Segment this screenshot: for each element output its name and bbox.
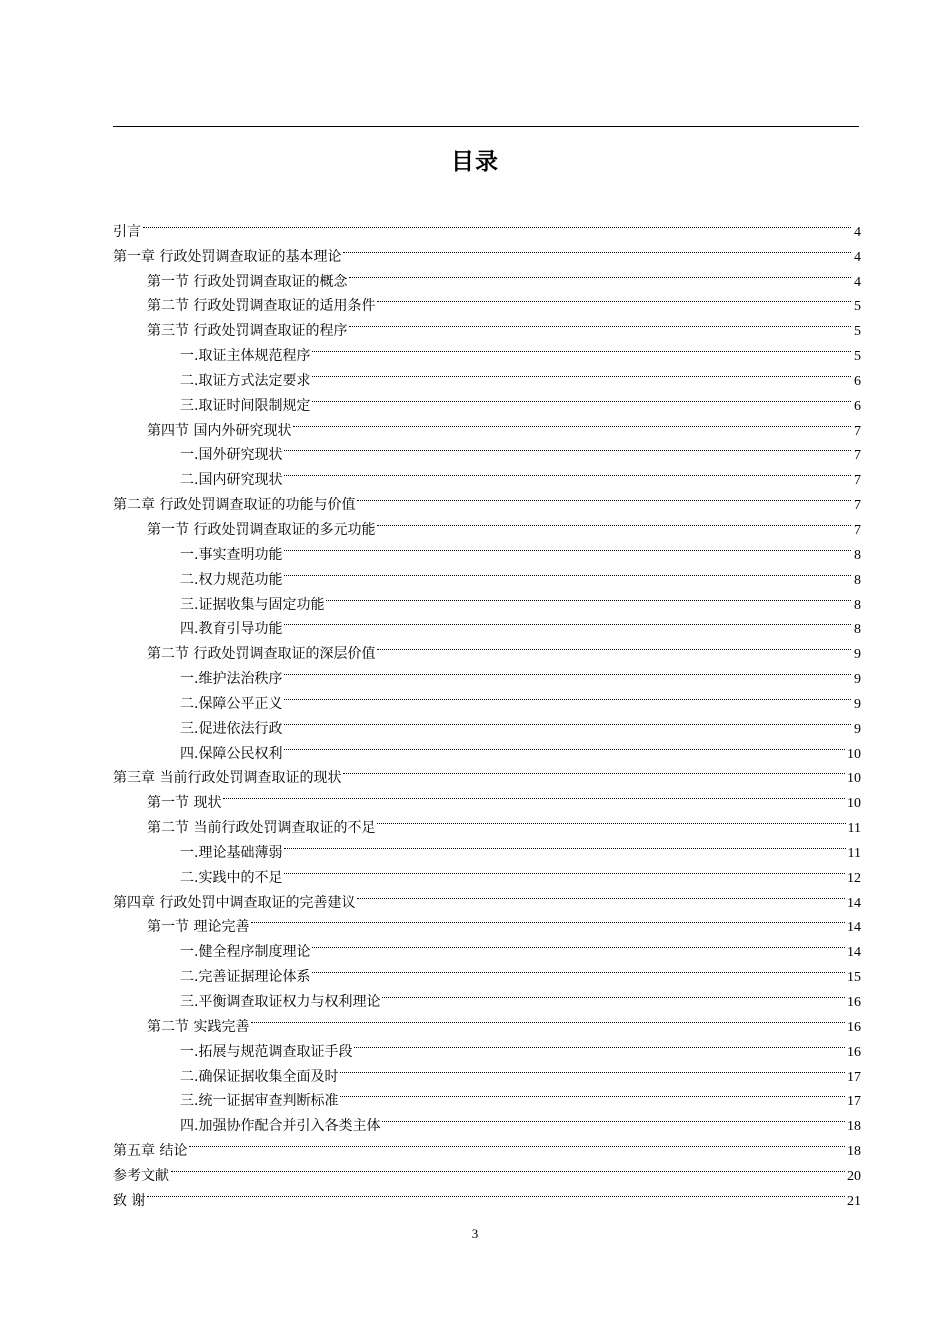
toc-entry-title: 三.平衡调查取证权力与权利理论 [180,994,381,1010]
toc-entry-page: 8 [854,572,861,588]
toc-entry-page: 5 [854,324,861,340]
toc-entry[interactable] [113,211,861,240]
toc-entry-page: 7 [854,448,861,464]
toc-entry-title: 引言 [113,223,141,240]
toc-dot-leader [189,1130,847,1155]
toc-entry-page: 9 [854,721,861,737]
toc-dot-leader [284,683,853,708]
toc-entry-title: 一.维护法治秩序 [180,671,283,688]
toc-entry-page: 10 [847,771,861,787]
page-title: 目录 [451,149,499,175]
toc-entry[interactable] [113,1180,861,1209]
toc-entry-title: 一.国外研究现状 [180,447,283,464]
toc-entry-page: 8 [854,547,861,563]
toc-entry-page: 6 [854,398,861,414]
toc-dot-leader [382,1105,847,1130]
toc-entry-title: 第二章 行政处罚调查取证的功能与价值 [113,497,356,514]
toc-entry-page: 7 [854,473,861,489]
toc-dot-leader [377,807,847,832]
toc-entry-title: 四.教育引导功能 [180,621,283,638]
toc-dot-leader [349,261,853,286]
toc-entry-page: 4 [854,274,861,290]
toc-entry-page: 8 [854,622,861,638]
toc-dot-leader [147,1180,847,1205]
toc-entry-title: 第二节 实践完善 [147,1018,250,1035]
toc-entry-title: 三.证据收集与固定功能 [180,596,325,613]
toc-entry-title: 第二节 行政处罚调查取证的适用条件 [147,298,376,315]
toc-dot-leader [354,1031,847,1056]
toc-dot-leader [349,310,853,335]
toc-entry-title: 一.事实查明功能 [180,546,283,563]
toc-entry-page: 11 [847,845,861,861]
toc-dot-leader [312,360,853,385]
toc-entry-title: 致 谢 [113,1192,146,1209]
toc-entry-page: 15 [847,970,861,986]
toc-entry-page: 5 [854,349,861,365]
toc-dot-leader [343,236,853,261]
toc-dot-leader [284,733,847,758]
toc-dot-leader [293,410,853,435]
toc-entry-title: 三.取证时间限制规定 [180,397,311,414]
toc-dot-leader [284,534,853,559]
toc-entry-title: 二.保障公平正义 [180,695,283,712]
toc-entry-title: 一.取证主体规范程序 [180,348,311,365]
toc-entry-page: 20 [847,1168,861,1184]
toc-entry-title: 一.拓展与规范调查取证手段 [180,1043,353,1060]
toc-entry[interactable] [113,807,861,837]
toc-entry-title: 二.确保证据收集全面及时 [180,1068,339,1085]
toc-entry-title: 第二节 当前行政处罚调查取证的不足 [147,820,376,837]
toc-entry-title: 第四节 国内外研究现状 [147,422,292,439]
toc-entry-title: 第一章 行政处罚调查取证的基本理论 [113,248,342,265]
toc-entry-title: 二.实践中的不足 [180,869,283,886]
toc-dot-leader [377,509,853,534]
toc-entry-title: 二.取证方式法定要求 [180,372,311,389]
toc-dot-leader [284,832,847,857]
toc-entry-page: 12 [847,870,861,886]
toc-dot-leader [251,907,847,932]
toc-dot-leader [284,658,853,683]
toc-dot-leader [382,981,847,1006]
toc-dot-leader [284,857,847,882]
toc-entry-page: 7 [854,522,861,538]
toc-entry-title: 三.促进依法行政 [180,720,283,737]
toc-entry[interactable] [113,782,861,812]
toc-dot-leader [284,459,853,484]
toc-entry-page: 9 [854,647,861,663]
toc-entry-title: 第一节 理论完善 [147,919,250,936]
toc-entry-title: 第一节 行政处罚调查取证的概念 [147,273,348,290]
toc-entry-title: 参考文献 [113,1167,169,1184]
toc-dot-leader [312,385,853,410]
header-rule [113,126,859,127]
toc-dot-leader [284,708,853,733]
toc-dot-leader [284,435,853,460]
toc-entry-page: 16 [847,1044,861,1060]
toc-entry-title: 四.加强协作配合并引入各类主体 [180,1118,381,1135]
toc-dot-leader [340,1081,847,1106]
toc-entry-page: 9 [854,672,861,688]
toc-entry-page: 16 [847,995,861,1010]
toc-dot-leader [343,758,847,783]
toc-entry[interactable] [113,236,861,265]
toc-entry-title: 第二节 行政处罚调查取证的深层价值 [147,646,376,663]
toc-entry-page: 7 [854,498,861,514]
toc-entry-page: 4 [854,224,861,240]
table-of-contents [113,211,861,1209]
toc-entry-title: 二.国内研究现状 [180,472,283,489]
toc-dot-leader [223,782,847,807]
toc-dot-leader [143,211,853,236]
toc-entry-page: 17 [847,1094,861,1110]
toc-entry-page: 18 [847,1144,861,1160]
toc-dot-leader [171,1155,847,1180]
toc-dot-leader [284,559,853,584]
toc-dot-leader [312,956,847,981]
toc-entry-page: 10 [847,796,861,812]
toc-entry-page: 17 [847,1069,861,1085]
toc-dot-leader [357,484,853,509]
toc-entry-page: 14 [847,920,861,936]
toc-entry-title: 第一节 行政处罚调查取证的多元功能 [147,521,376,538]
toc-entry-page: 11 [847,821,861,837]
toc-entry-title: 一.理论基础薄弱 [180,844,283,861]
toc-entry-page: 4 [854,249,861,265]
toc-entry-title: 三.统一证据审查判断标准 [180,1093,339,1110]
toc-dot-leader [326,584,853,609]
toc-dot-leader [377,286,853,311]
toc-dot-leader [284,609,853,634]
toc-entry-title: 二.权力规范功能 [180,571,283,588]
toc-dot-leader [357,882,847,907]
toc-entry[interactable] [113,1130,861,1160]
toc-entry-title: 第四章 行政处罚中调查取证的完善建议 [113,894,356,911]
toc-entry-page: 9 [854,696,861,712]
page-number: 3 [471,1226,479,1241]
toc-dot-leader [340,1056,847,1081]
toc-entry-page: 21 [847,1193,861,1209]
toc-entry-page: 14 [847,895,861,911]
toc-entry-title: 四.保障公民权利 [180,745,283,762]
toc-dot-leader [312,335,853,360]
toc-entry-page: 18 [847,1119,861,1135]
toc-entry-page: 14 [847,945,861,961]
toc-entry-page: 16 [847,1019,861,1035]
toc-entry-title: 二.完善证据理论体系 [180,969,311,986]
toc-entry[interactable] [113,1155,861,1184]
toc-entry-title: 第三章 当前行政处罚调查取证的现状 [113,770,342,787]
toc-dot-leader [312,931,847,956]
toc-entry-page: 7 [854,423,861,439]
toc-entry-page: 5 [854,299,861,315]
toc-dot-leader [251,1006,847,1031]
toc-entry-title: 第一节 现状 [147,795,222,812]
toc-entry-page: 10 [847,746,861,762]
toc-dot-leader [377,633,853,658]
toc-entry-title: 一.健全程序制度理论 [180,944,311,961]
toc-entry-page: 6 [854,373,861,389]
toc-entry-page: 8 [854,597,861,613]
toc-entry-title: 第五章 结论 [113,1143,188,1160]
toc-entry-title: 第三节 行政处罚调查取证的程序 [147,323,348,340]
